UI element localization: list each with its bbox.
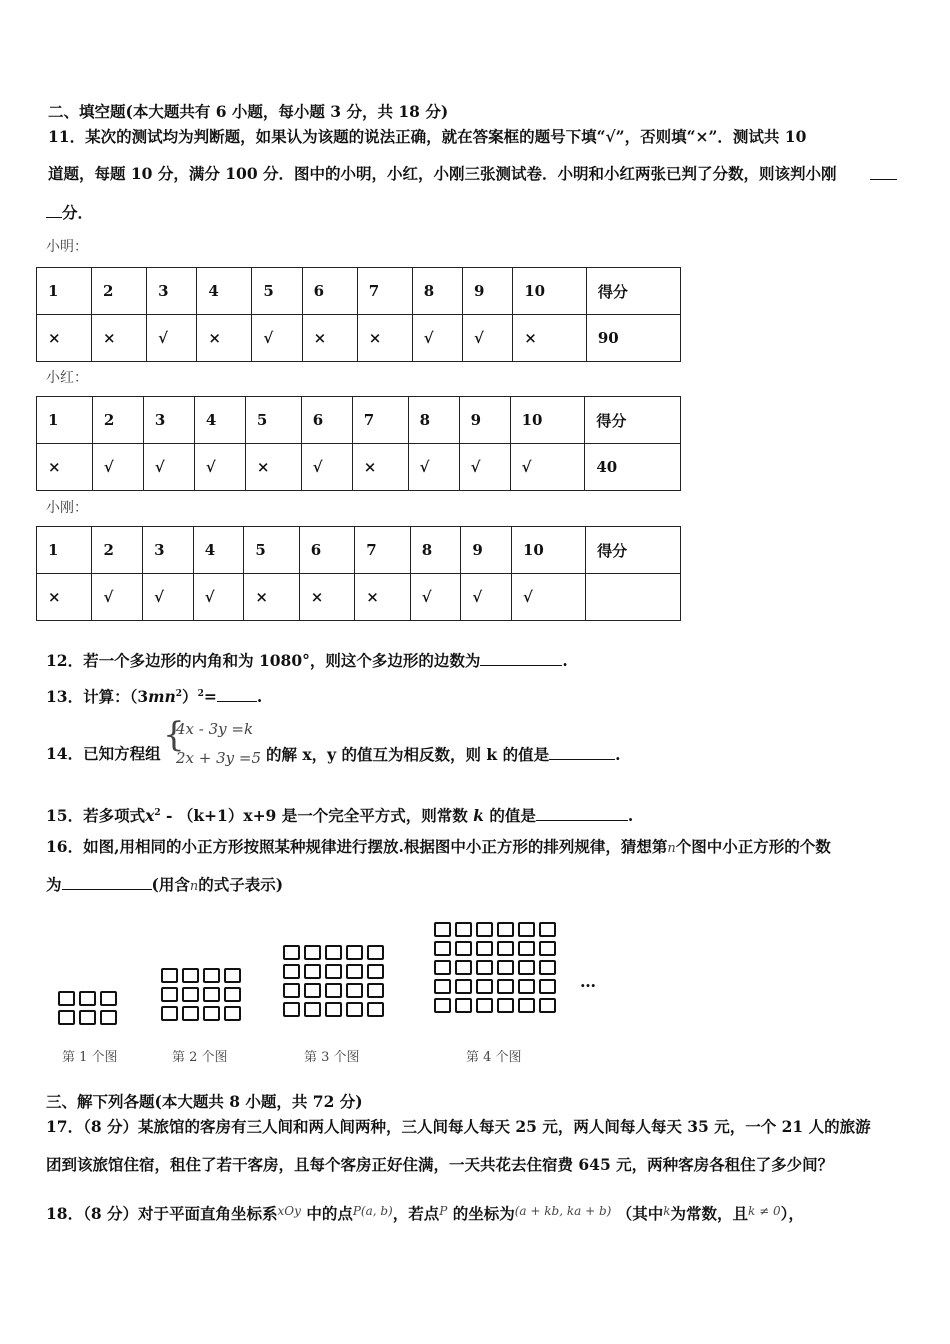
mark-cell: √ [92, 444, 143, 491]
q15 [46, 803, 633, 826]
header-cell: 9 [461, 527, 512, 574]
mark-cell: × [37, 574, 92, 621]
q15-answer-blank[interactable] [536, 805, 628, 821]
mark-cell: √ [147, 315, 197, 362]
small-square [455, 941, 472, 956]
mark-cell: √ [194, 444, 245, 491]
small-square [58, 991, 75, 1006]
mark-cell: × [513, 315, 587, 362]
mark-cell: √ [301, 444, 352, 491]
q18-kne: k ≠ 0 [748, 1204, 781, 1218]
mark-cell: × [352, 444, 408, 491]
q18-p-ab: P(a, b) [352, 1204, 393, 1218]
header-cell: 10 [511, 527, 585, 574]
mark-cell: √ [143, 444, 194, 491]
mark-cell: √ [462, 315, 512, 362]
mark-cell: × [302, 315, 357, 362]
table-label-xiaoming: 小明： [46, 239, 88, 255]
q15-x: x [145, 806, 155, 826]
small-square [539, 979, 556, 994]
small-square [224, 1006, 241, 1021]
small-square [100, 991, 117, 1006]
mark-cell: √ [143, 574, 194, 621]
header-cell: 2 [92, 397, 143, 444]
small-square [346, 945, 363, 960]
q13-end: . [256, 687, 263, 707]
header-cell: 10 [510, 397, 585, 444]
small-square [161, 968, 178, 983]
small-square [455, 979, 472, 994]
mark-cell: × [37, 444, 93, 491]
small-square [539, 998, 556, 1013]
q14-brace: { [163, 715, 185, 755]
small-square [367, 1002, 384, 1017]
header-cell: 3 [143, 527, 194, 574]
small-square [182, 987, 199, 1002]
q15-mid: - （k+1）x+9 是一个完全平方式，则常数 [160, 806, 468, 826]
small-square [518, 941, 535, 956]
header-cell: 4 [197, 268, 252, 315]
small-square [304, 945, 321, 960]
small-square [455, 998, 472, 1013]
small-square [367, 964, 384, 979]
small-square [455, 922, 472, 937]
q11-line3 [46, 202, 93, 223]
q13 [46, 684, 262, 707]
score-table-xiaohong [36, 396, 681, 491]
q18-mid5: 为常数，且 [670, 1204, 749, 1223]
figure-2-caption: 第 2 个图 [172, 1050, 228, 1065]
q15-end: . [627, 806, 634, 826]
header-cell: 3 [143, 397, 194, 444]
q12-answer-blank[interactable] [480, 650, 562, 666]
header-cell: 5 [244, 527, 299, 574]
q18-mid1: 中的点 [306, 1204, 353, 1223]
small-square [325, 964, 342, 979]
q16-line2-mid: (用含 [151, 875, 190, 894]
table-header-row [37, 397, 681, 444]
q11-line2: 道题，每题 10 分，满分 100 分．图中的小明，小红，小刚三张测试卷．小明和小红两张已判了分数，则该判小刚 [48, 164, 837, 183]
small-square [203, 987, 220, 1002]
small-square [203, 1006, 220, 1021]
q18-k: k [663, 1204, 671, 1218]
small-square [367, 983, 384, 998]
small-square [283, 964, 300, 979]
small-square [325, 1002, 342, 1017]
figure-1-caption: 第 1 个图 [62, 1050, 118, 1065]
small-square [434, 998, 451, 1013]
table-row [37, 444, 681, 491]
figure-3-caption: 第 3 个图 [304, 1050, 360, 1065]
mark-cell: × [37, 315, 92, 362]
q16-line1-post: 个图中小正方形的个数 [675, 837, 831, 856]
small-square [367, 945, 384, 960]
mark-cell: √ [410, 574, 461, 621]
q16-line2-pre: 为 [46, 875, 62, 894]
small-square [476, 979, 493, 994]
small-square [518, 998, 535, 1013]
small-square [455, 960, 472, 975]
small-square [100, 1010, 117, 1025]
small-square [79, 991, 96, 1006]
mark-cell: × [197, 315, 252, 362]
section-2-title: 二、填空题(本大题共有 6 小题，每小题 3 分，共 18 分) [48, 102, 449, 121]
q16-n2: n [189, 879, 199, 894]
header-cell: 得分 [585, 397, 681, 444]
q13-close: ） [182, 687, 198, 707]
small-square [497, 922, 514, 937]
small-square [283, 983, 300, 998]
small-square [434, 979, 451, 994]
mark-cell: √ [412, 315, 462, 362]
header-cell: 6 [299, 527, 354, 574]
mark-cell: √ [461, 574, 512, 621]
header-cell: 1 [37, 268, 92, 315]
small-square [283, 1002, 300, 1017]
small-square [497, 941, 514, 956]
small-square [79, 1010, 96, 1025]
score-cell: 90 [586, 315, 680, 362]
small-square [476, 998, 493, 1013]
q14-answer-blank[interactable] [549, 744, 615, 760]
small-square [539, 922, 556, 937]
mark-cell: × [299, 574, 354, 621]
small-square [497, 979, 514, 994]
small-square [203, 968, 220, 983]
q18-xoy: xOy [277, 1204, 301, 1218]
q18-p: P [439, 1204, 448, 1218]
small-square [161, 1006, 178, 1021]
header-cell: 10 [513, 268, 587, 315]
small-square [325, 983, 342, 998]
header-cell: 1 [37, 527, 92, 574]
header-cell: 1 [37, 397, 93, 444]
q15-k: k [473, 806, 484, 826]
q18-pre: 18．（8 分）对于平面直角坐标系 [46, 1204, 278, 1223]
figure-1 [58, 991, 117, 1025]
header-cell: 4 [194, 397, 245, 444]
small-square [476, 960, 493, 975]
mark-cell: √ [459, 444, 510, 491]
q17-line1: 17．（8 分）某旅馆的客房有三人间和两人间两种，三人间每人每天 25 元，两人间每人每天 35 元，一个 21 人的旅游 [46, 1117, 871, 1136]
figure-ellipsis: … [580, 972, 596, 991]
table-label-xiaohong: 小红： [46, 370, 88, 386]
table-header-row [37, 527, 681, 574]
q14-eq2: 2x + 3y =5 [176, 749, 262, 767]
figure-4 [434, 922, 556, 1013]
q16-line1-pre: 16．如图,用相同的小正方形按照某种规律进行摆放.根据图中小正方形的排列规律，猜想第 [46, 837, 668, 856]
mark-cell: √ [92, 574, 143, 621]
mark-cell: × [355, 574, 410, 621]
header-cell: 4 [193, 527, 244, 574]
small-square [304, 983, 321, 998]
small-square [304, 964, 321, 979]
q14-eq1: 4x - 3y =k [176, 720, 254, 738]
header-cell: 9 [462, 268, 512, 315]
header-cell: 7 [355, 527, 410, 574]
q14-post [266, 744, 620, 765]
q15-post: 的值是 [489, 806, 536, 826]
small-square [182, 968, 199, 983]
small-square [518, 960, 535, 975]
small-square [518, 922, 535, 937]
figure-3 [283, 945, 384, 1017]
q12-text: 12．若一个多边形的内角和为 1080°，则这个多边形的边数为 [46, 651, 481, 670]
score-cell: 40 [585, 444, 681, 491]
small-square [434, 922, 451, 937]
small-square [497, 960, 514, 975]
small-square [325, 945, 342, 960]
small-square [346, 1002, 363, 1017]
header-cell: 得分 [586, 527, 681, 574]
figure-4-caption: 第 4 个图 [466, 1050, 522, 1065]
header-cell: 8 [408, 397, 459, 444]
q18-mid2: ，若点 [392, 1204, 440, 1223]
q18-mid3: 的坐标为 [452, 1204, 515, 1223]
table-row [37, 315, 681, 362]
mark-cell: × [244, 574, 299, 621]
small-square [161, 987, 178, 1002]
small-square [182, 1006, 199, 1021]
header-cell: 9 [459, 397, 510, 444]
score-table-xiaoming [36, 267, 681, 362]
q14-post-text: 的解 x，y 的值互为相反数，则 k 的值是 [266, 745, 550, 764]
header-cell: 5 [245, 397, 301, 444]
small-square [476, 941, 493, 956]
q11-blank-tail [870, 164, 897, 185]
small-square [539, 960, 556, 975]
header-cell: 得分 [586, 268, 680, 315]
q16-line2-post: 的式子表示) [198, 875, 284, 894]
header-cell: 7 [357, 268, 412, 315]
mark-cell: √ [510, 444, 585, 491]
q12-end: . [562, 651, 568, 670]
q14-end: . [615, 745, 621, 764]
header-cell: 6 [301, 397, 352, 444]
small-square [224, 968, 241, 983]
small-square [283, 945, 300, 960]
q11-answer-blank[interactable] [46, 202, 62, 218]
header-cell: 3 [147, 268, 197, 315]
header-cell: 8 [412, 268, 462, 315]
mark-cell: × [357, 315, 412, 362]
q13-answer-blank[interactable] [217, 686, 257, 702]
q15-sup: 2 [154, 808, 161, 818]
section-3-title: 三、解下列各题(本大题共 8 小题，共 72 分) [46, 1092, 363, 1111]
q16-n: n [667, 841, 676, 856]
q18-mid4: （其中 [616, 1204, 664, 1223]
table-header-row [37, 268, 681, 315]
small-square [434, 941, 451, 956]
mark-cell: √ [511, 574, 585, 621]
small-square [224, 987, 241, 1002]
q18-coord: (a + kb, ka + b) [514, 1204, 612, 1218]
small-square [304, 1002, 321, 1017]
small-square [58, 1010, 75, 1025]
small-square [518, 979, 535, 994]
header-cell: 7 [352, 397, 408, 444]
header-cell: 5 [252, 268, 302, 315]
header-cell: 2 [92, 268, 147, 315]
q17-line2: 团到该旅馆住宿，租住了若干客房，且每个客房正好住满，一天共花去住宿费 645 元，两种客房各租住了多少间？ [46, 1155, 834, 1174]
q12 [46, 650, 568, 671]
q18-end: ）， [780, 1204, 804, 1223]
figure-2 [161, 968, 241, 1021]
score-cell-empty[interactable] [586, 574, 681, 621]
q16-line1 [46, 837, 831, 859]
q13-sup: 2 [175, 689, 183, 699]
q13-text: 13．计算：（3 [46, 687, 149, 707]
q13-mn: mn [148, 687, 176, 707]
mark-cell: × [245, 444, 301, 491]
mark-cell: √ [193, 574, 244, 621]
header-cell: 8 [410, 527, 461, 574]
table-label-xiaogang: 小刚： [46, 500, 88, 516]
small-square [476, 922, 493, 937]
header-cell: 2 [92, 527, 143, 574]
small-square [346, 964, 363, 979]
small-square [434, 960, 451, 975]
mark-cell: √ [408, 444, 459, 491]
q15-pre: 15．若多项式 [46, 806, 146, 826]
score-table-xiaogang [36, 526, 681, 621]
q11-line3-end: 分． [62, 203, 94, 222]
q16-answer-blank[interactable] [62, 874, 152, 890]
q13-eq: = [203, 687, 217, 707]
q13-sup-outer: 2 [197, 689, 204, 699]
table-row [37, 574, 681, 621]
small-square [497, 998, 514, 1013]
small-square [346, 983, 363, 998]
header-cell: 6 [302, 268, 357, 315]
q16-line2 [46, 874, 283, 897]
q14-pre: 14．已知方程组 [46, 744, 161, 763]
small-square [539, 941, 556, 956]
q11-line1: 11．某次的测试均为判断题，如果认为该题的说法正确，就在答案框的题号下填“√”，否则填“×”．测试共 10 [48, 127, 807, 146]
mark-cell: √ [252, 315, 302, 362]
q18 [46, 1201, 804, 1224]
mark-cell: × [92, 315, 147, 362]
